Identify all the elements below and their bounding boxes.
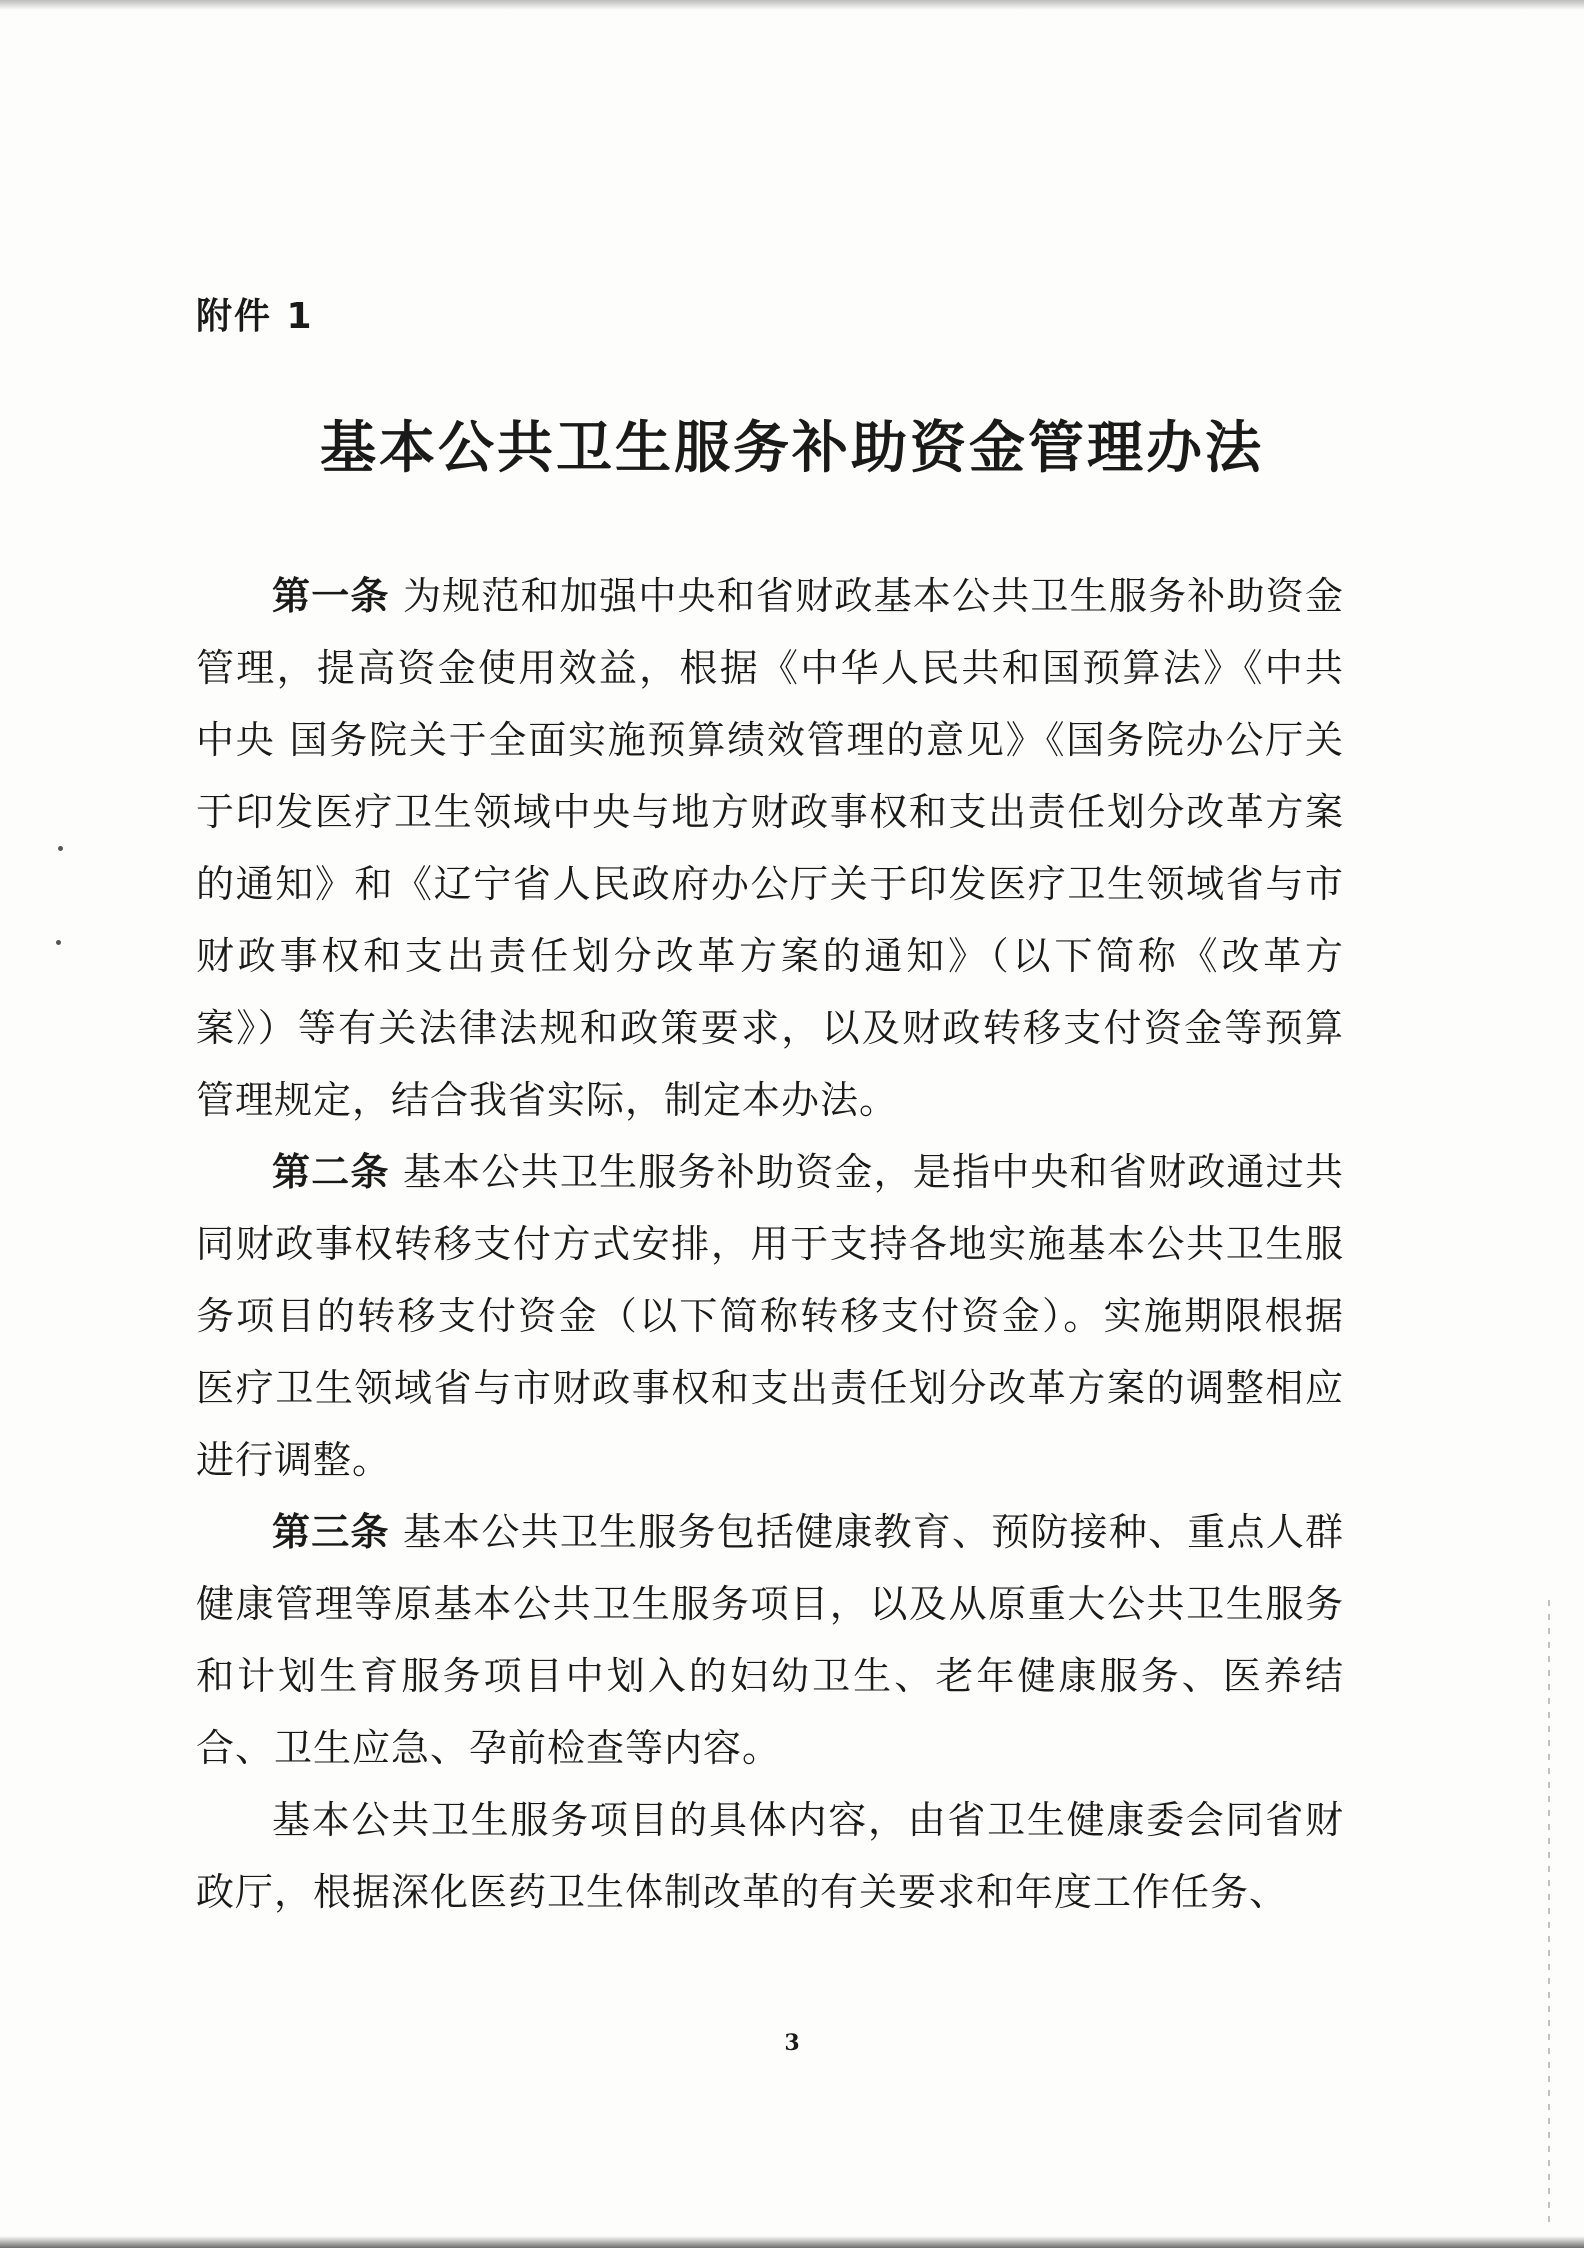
article-number: 第二条 [272,1150,390,1194]
scan-artifact-dot [58,846,63,851]
article-text: 基本公共卫生服务补助资金，是指中央和省财政通过共同财政事权转移支付方式安排，用于支持各地实施基本公共卫生服务项目的转移支付资金（以下简称转移支付资金）。实施期限根据医疗卫生领域省与市财政事权和支出责任划分改革方案的调整相应进行调整。 [196,1150,1344,1482]
scan-edge-bottom [0,2236,1584,2248]
article-text: 基本公共卫生服务项目的具体内容，由省卫生健康委会同省财政厅，根据深化医药卫生体制改革的有关要求和年度工作任务、 [196,1798,1344,1914]
page-number: 3 [784,2030,800,2056]
scan-edge-top [0,0,1584,10]
article-number: 第一条 [272,574,390,618]
article-2 [196,1136,1344,1496]
article-number: 第三条 [272,1510,390,1554]
article-text: 为规范和加强中央和省财政基本公共卫生服务补助资金管理，提高资金使用效益，根据《中华人民共和国预算法》《中共中央 国务院关于全面实施预算绩效管理的意见》《国务院办公厅关于印发医疗卫生领域中央与地方财政事权和支出责任划分改革方案的通知》和《辽宁省人民政府办公厅关于印发医疗卫生领域省与市财政事权和支出责任划分改革方案的通知》（以下简称《改革方案》）等有关法律法规和政策要求，以及财政转移支付资金等预算管理规定，结合我省实际，制定本办法。 [196,574,1344,1122]
article-text: 基本公共卫生服务包括健康教育、预防接种、重点人群健康管理等原基本公共卫生服务项目，以及从原重大公共卫生服务和计划生育服务项目中划入的妇幼卫生、老年健康服务、医养结合、卫生应急、孕前检查等内容。 [196,1510,1344,1770]
document-body [196,560,1344,1928]
scan-artifact-line [1548,1600,1550,2230]
article-3 [196,1496,1344,1784]
scan-artifact-dot [56,940,61,945]
document-title: 基本公共卫生服务补助资金管理办法 [320,416,1264,481]
article-3-continuation [196,1784,1344,1928]
article-1 [196,560,1344,1136]
attachment-label: 附件 1 [196,296,314,337]
